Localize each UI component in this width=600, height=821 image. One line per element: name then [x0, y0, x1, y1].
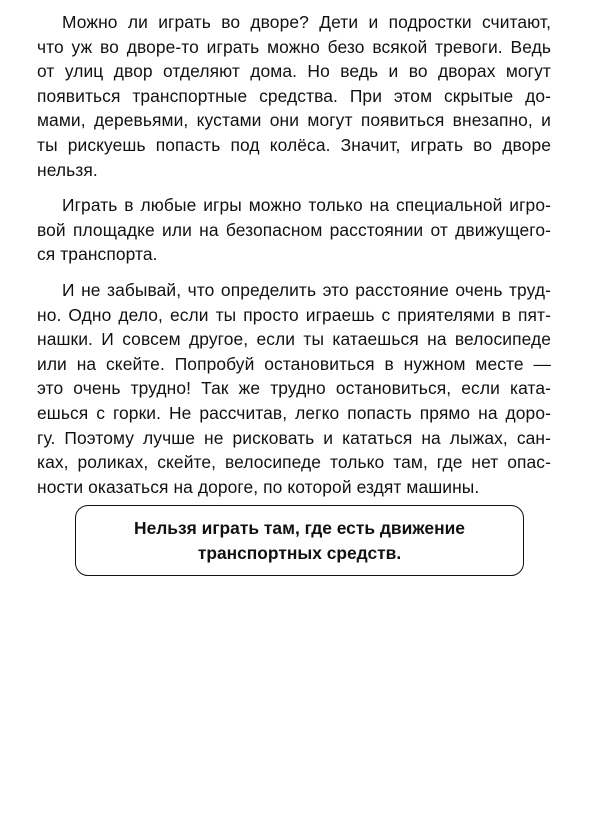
- text-line: или на скейте. Попробуй остановиться в нужном месте —: [37, 353, 551, 374]
- rule-text-line-2: транспортных средств.: [197, 542, 402, 563]
- paragraph-spacer: [37, 267, 551, 278]
- text-line: Можно ли играть во дворе? Дети и подростки считают,: [62, 12, 551, 32]
- text-line: что уж во дворе-то играть можно безо всякой тревоги. Ведь: [37, 36, 551, 57]
- text-line: но. Одно дело, если ты просто играешь с приятелями в пят-: [37, 304, 551, 325]
- rule-text-line-1: Нельзя играть там, где есть движение: [134, 517, 465, 538]
- text-line: нашки. И совсем другое, если ты катаешься на велосипеде: [37, 329, 551, 350]
- text-line: вой площадке или на безопасном расстоянии от движущего-: [37, 219, 551, 240]
- paragraph-1: [37, 10, 551, 182]
- text-line: нельзя.: [37, 159, 98, 180]
- text-line: ся транспорта.: [37, 244, 158, 265]
- rule-callout-box: [75, 505, 524, 576]
- paragraph-3: [37, 278, 551, 499]
- text-line: И не забывай, что определить это расстояние очень труд-: [62, 279, 551, 300]
- text-line: появиться транспортные средства. При этом скрытые до-: [37, 85, 551, 106]
- text-line: ты рискуешь попасть под колёса. Значит, играть во дворе: [37, 134, 551, 155]
- text-line: ешься с горки. Не рассчитав, легко попасть прямо на доро-: [37, 402, 551, 423]
- paragraph-2: [37, 193, 551, 267]
- text-line: ности оказаться на дороге, по которой ездят машины.: [37, 476, 480, 497]
- text-line: мами, деревьями, кустами они могут появиться внезапно, и: [37, 110, 551, 131]
- text-line: гу. Поэтому лучше не рисковать и кататься на лыжах, сан-: [37, 427, 551, 448]
- text-line: это очень трудно! Так же трудно остановиться, если ката-: [37, 378, 551, 399]
- document-page: [37, 10, 551, 499]
- text-line: ках, роликах, скейте, велосипеде только там, где нет опас-: [37, 452, 551, 473]
- paragraph-spacer: [37, 182, 551, 193]
- text-line: от улиц двор отделяют дома. Но ведь и во дворах могут: [37, 61, 551, 82]
- text-line: Играть в любые игры можно только на специальной игро-: [62, 195, 551, 216]
